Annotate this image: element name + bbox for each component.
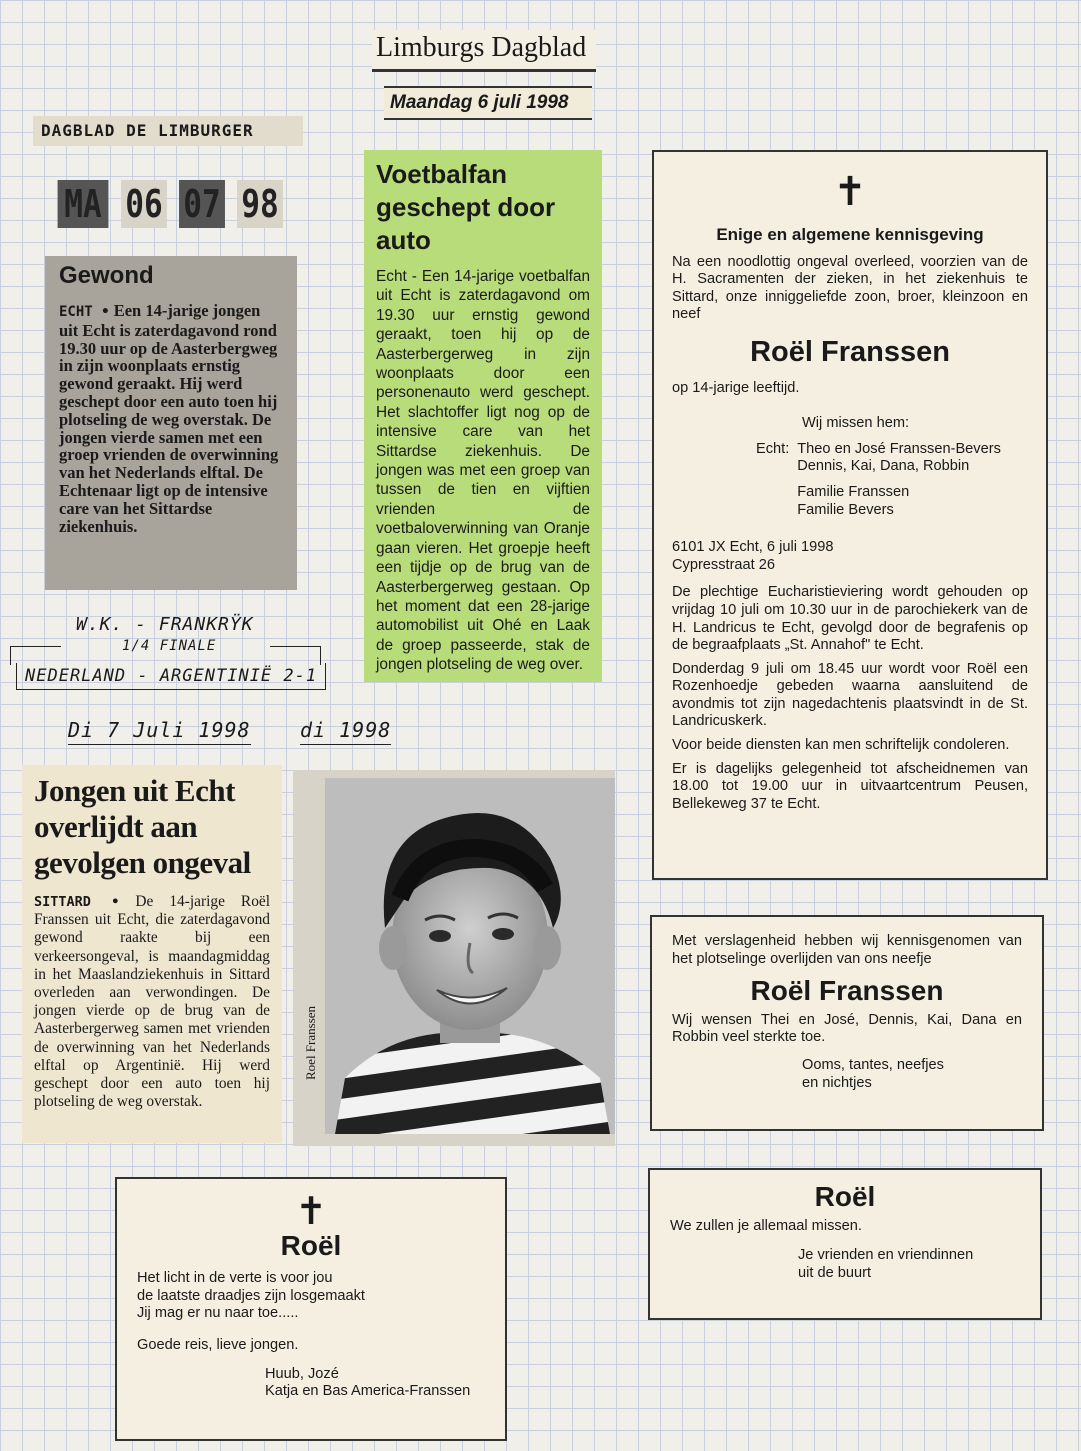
voetbalfan-text: Een 14-jarige voetbalfan uit Echt is zaterdagavond om 19.30 uur ernstig gewond geraakt, toen hij op de Aasterbergerweg in zijn woonplaats door een personenauto werd geschept. Het slachtoffer ligt nog op de intensive care van het Sittardse ziekenhuis. De jongen was met een groep van tussen de tien en vijftien vrienden de voetbaloverwinning van Oranje gaan vieren. Het groepje heeft een tijdje op de brug van de Aasterbergerweg gestaan. Op het moment dat een 28-jarige automobilist uit Ohé en Laak de groep passeerde, stak de jongen plotseling de weg over.: [376, 268, 591, 674]
limburger-masthead: DAGBLAD DE LIMBURGER: [33, 116, 303, 146]
jongen-clipping: [22, 765, 282, 1143]
cross-icon: ✝: [833, 169, 867, 215]
notice-p4: Er is dagelijks gelegenheid tot afscheidnemen van 18.00 tot 19.00 uur in uitvaartcentrum Peusen, Bellekeweg 37 te Echt.: [672, 760, 1028, 812]
date-day: MA: [58, 180, 109, 228]
notice4-sign1: Huub, Jozé: [265, 1366, 339, 1383]
death-notice-friends: [648, 1168, 1042, 1320]
notice-family4: Familie Bevers: [797, 501, 894, 518]
gewond-title: Gewond: [59, 262, 154, 289]
notice-p3: Voor beide diensten kan men schriftelijk condoleren.: [672, 737, 1010, 754]
notice2-wish: Wij wensen Thei en José, Dennis, Kai, Dana en Robbin veel sterkte toe.: [672, 1011, 1022, 1046]
voetbalfan-body: [376, 267, 590, 675]
wk-score: NEDERLAND - ARGENTINIË 2-1: [16, 663, 326, 690]
poem-line2: de laatste draadjes zijn losgemaakt: [137, 1287, 365, 1304]
notice-family2: Dennis, Kai, Dana, Robbin: [797, 458, 970, 475]
gewond-dateline: ECHT •: [59, 304, 110, 320]
handwritten-date: Di 7 Juli 1998: [68, 718, 251, 745]
gewond-text: Een 14-jarige jongen uit Echt is zaterdagavond rond 19.30 uur op de Aasterbergweg in zijn woonplaats ernstig gewond geraakt. Hij werd geschept door een auto toen hij plotseling de weg overstak. De jongen vierde samen met een groep vrienden de overwinning van het Nederlands elftal. De Echtenaar ligt op de intensive care van het Sittardse ziekenhuis.: [59, 301, 279, 536]
portrait-image: [325, 778, 615, 1134]
portrait-photo: [293, 770, 615, 1146]
newspaper-date: Maandag 6 juli 1998: [384, 86, 592, 120]
poem-line3: Jij mag er nu naar toe.....: [137, 1305, 299, 1322]
notice-address1: 6101 JX Echt, 6 juli 1998: [672, 539, 834, 556]
death-notice-family: [650, 915, 1044, 1131]
wk-line2: 1/4 FINALE: [122, 638, 217, 654]
notice3-sign2: uit de buurt: [798, 1264, 872, 1281]
notice-heading: Enige en algemene kennisgeving: [716, 225, 984, 244]
poem-line4: Goede reis, lieve jongen.: [137, 1336, 299, 1353]
cross-icon: ✝: [295, 1189, 327, 1233]
notice4-sign2: Katja en Bas America-Franssen: [265, 1383, 471, 1400]
notice3-name: Roël: [814, 1181, 876, 1212]
notice2-intro: Met verslagenheid hebben wij kennisgenomen van het plotselinge overlijden van ons neefje: [672, 933, 1022, 967]
date-mm: 07: [179, 180, 225, 228]
notice-p2: Donderdag 9 juli om 18.45 uur wordt voor Roël een Rozenhoedje gebeden waarna aansluitend de avondmis tot zijn nagedachtenis plaatsvindt in de St. Landricuskerk.: [672, 660, 1028, 730]
notice-place: Echt:: [756, 440, 790, 457]
notice-family1: Theo en José Franssen-Bevers: [797, 440, 1001, 457]
death-notice-main: [652, 150, 1048, 880]
voetbalfan-title: Voetbalfan geschept door auto: [376, 159, 556, 255]
notice-p1: De plechtige Eucharistieviering wordt gehouden op vrijdag 10 juli om 10.30 uur in de parochiekerk van de H. Landricus te Echt, gevolgd door de begrafenis op de begraafplaats „St. Annahof" te Echt.: [672, 584, 1028, 654]
notice3-sign1: Je vrienden en vriendinnen: [798, 1247, 974, 1264]
jongen-dateline: SITTARD •: [34, 894, 120, 910]
notice3-text: We zullen je allemaal missen.: [670, 1217, 862, 1234]
date-dd: 06: [121, 180, 167, 228]
notice-age: op 14-jarige leeftijd.: [672, 379, 800, 396]
notice2-sign2: en nichtjes: [802, 1074, 872, 1091]
death-notice-poem: [115, 1177, 507, 1441]
photo-caption: Roel Franssen: [303, 1005, 318, 1080]
notice-family-block: [756, 441, 1028, 519]
notice-family3: Familie Franssen: [797, 483, 910, 500]
notice4-name: Roël: [280, 1230, 342, 1261]
jongen-title: Jongen uit Echt overlijdt aan gevolgen ongeval: [34, 773, 251, 880]
notice-miss: Wij missen hem:: [802, 415, 910, 432]
newspaper-masthead: Limburgs Dagblad: [372, 30, 596, 72]
handwritten-date-2: di 1998: [300, 718, 391, 745]
voetbalfan-clipping: [364, 150, 602, 682]
notice2-name: Roël Franssen: [750, 975, 944, 1007]
gewond-clipping: [45, 256, 297, 590]
date-yy: 98: [237, 180, 283, 228]
notice-address2: Cypresstraat 26: [672, 556, 776, 573]
jongen-text: De 14-jarige Roël Franssen uit Echt, die zaterdagavond gewond raakte bij een verkeersongeval, is maandagmiddag in het Maaslandziekenhuis in Sittard overleden aan verwondingen. De jongen vierde op de brug van de Aasterbergerweg samen met vrienden de overwinning van het Nederlands elftal op Argentinië. Hij werd geschept door een auto toen hij plotseling de weg overstak.: [34, 893, 270, 1111]
wk-line1: W.K. - FRANKRŸK: [76, 614, 254, 635]
notice-intro: Na een noodlottig ongeval overleed, voorzien van de H. Sacramenten der zieken, in het ziekenhuis te Sittard, onze inniggeliefde zoon, broer, kleinzoon en neef: [672, 253, 1028, 323]
notice-name: Roël Franssen: [750, 335, 950, 368]
notice2-sign1: Ooms, tantes, neefjes: [802, 1056, 944, 1073]
handwritten-wk-note: [6, 608, 328, 694]
jongen-body: [34, 893, 270, 1111]
gewond-body: [59, 302, 283, 535]
voetbalfan-dateline: Echt -: [376, 268, 417, 285]
date-box: [52, 180, 294, 228]
poem-line1: Het licht in de verte is voor jou: [137, 1270, 333, 1287]
